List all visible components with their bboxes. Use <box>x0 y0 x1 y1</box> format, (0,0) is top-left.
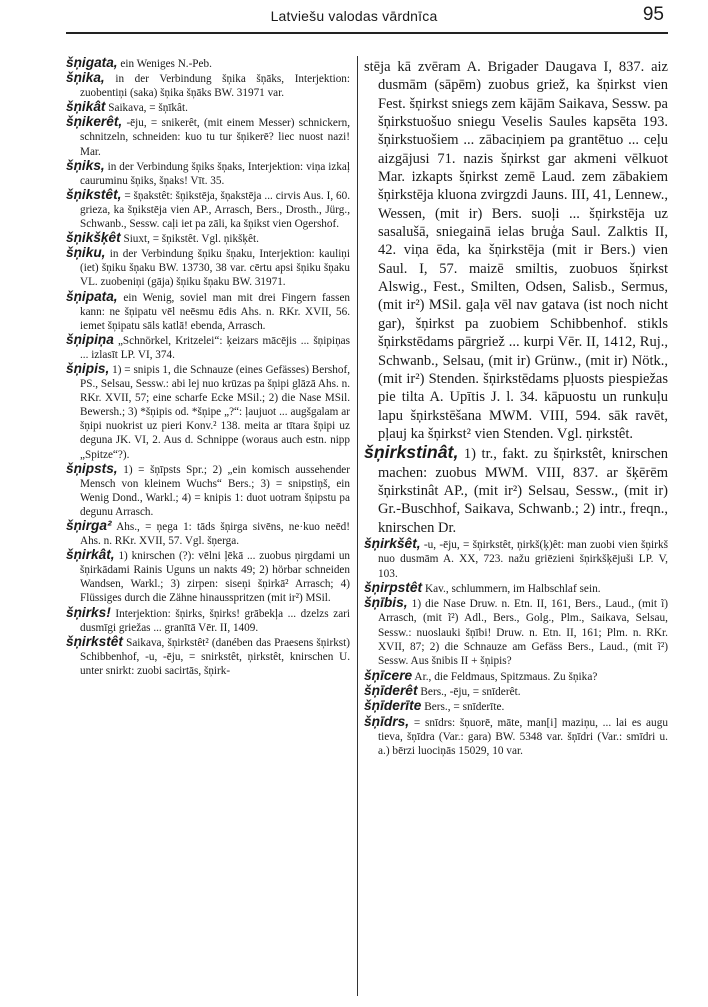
headword: šņirkšêt, <box>364 535 421 551</box>
headword: šņirkât, <box>66 547 115 563</box>
dictionary-entry <box>66 635 350 678</box>
entry-text: = šņakstêt: šņikstēja, šņakstēja ... cirvis Aus. I, 60. grieza, ka šņikstēja vien AP., Arrasch, Bers., Drosth., Jürg., Schwanb., Sessw. caļi iet pa zāli, ka šņikst vien Ogershof. <box>80 189 350 231</box>
dictionary-entry <box>66 56 350 71</box>
dictionary-entry <box>66 606 350 635</box>
headword: šņikstêt, <box>66 186 122 202</box>
entry-text: Interjektion: šņirks, šņirks! grābekļa ... dzelzs zari dusmīgi griežas ... granītā Vēr. II, 1409. <box>80 607 350 634</box>
headword: šņirpstêt <box>364 579 423 595</box>
headword: šņipata, <box>66 288 118 304</box>
dictionary-entry <box>66 246 350 289</box>
headword: šņīderêt <box>364 682 418 698</box>
entry-text: ein Wenig, soviel man mit drei Fingern fassen kann: ne šņipatu vēl neēsmu ēdis Ahs. n. RKr. XVII, 56. iemet šņipatu sāls katlā! ebenda, Arrasch. <box>80 291 350 332</box>
dictionary-entry <box>66 519 350 548</box>
entry-text: Ahs., = ņega 1: tāds šņirga sivēns, ne·kuo neēd! Ahs. n. RKr. XVII, 57. Vgl. šņerga. <box>80 521 350 548</box>
dictionary-entry <box>66 362 350 462</box>
dictionary-entry <box>364 596 668 668</box>
dictionary-entry <box>364 699 668 714</box>
page-number: 95 <box>642 4 664 25</box>
dictionary-entry-continued <box>364 56 668 443</box>
dictionary-entry <box>66 231 350 246</box>
headword: šņika, <box>66 70 105 86</box>
entry-text: „Schnörkel, Kritzelei“: ķeizars mācējis ... šņipiņas ... izlasīt LP. VI, 374. <box>80 334 350 361</box>
entry-text: -ēju, = snikerêt, (mit einem Messer) schnickern, schnitzeln, schneiden: kuo tu tur šņikerē? liec nuost nazi! Mar. <box>80 117 350 158</box>
entry-text: Kav., schlummern, im Halbschlaf sein. <box>424 582 601 595</box>
headword: šņipis, <box>66 360 110 376</box>
entry-text: Saikava, = šņīkât. <box>108 102 188 115</box>
dictionary-entry <box>364 684 668 699</box>
headword: šņiks, <box>66 157 105 173</box>
dictionary-entry <box>364 537 668 581</box>
dictionary-entry <box>66 71 350 100</box>
entry-text: ein Weniges N.-Peb. <box>120 58 212 70</box>
headword: šņikât <box>66 99 106 115</box>
entry-text: 1) tr., fakt. zu šņirkstêt, knirschen machen: zuobus MWM. VIII, 837. ar šķērēm šņirkstinât AP., (mit ir²) Selsau, Sessw., (mit ir) Gr.-Buschhof, Saikava, Schwanb.; 2) intr., freqn., knirschen Dr. <box>378 446 668 536</box>
headword: šņiku, <box>66 245 106 261</box>
header-rule <box>66 32 668 34</box>
headword: šņīcere <box>364 667 413 683</box>
headword: šņīderīte <box>364 698 422 714</box>
entry-text: Bers., -ēju, = snīderêt. <box>420 685 521 698</box>
entry-text: 1) = šņīpsts Spr.; 2) „ein komisch aussehender Mensch von kleinem Wuchs“ Bers.; 3) = snipstiņš, ein Wenig Dond., Warkl.; 4) = knipis 1: duot uotram šņipstu pa degunu Arrasch. <box>80 463 350 518</box>
entry-text: Siuxt, = šņikstêt. Vgl. ņikšķêt. <box>123 233 259 246</box>
entry-text: stēja kā zvēram A. Brigader Daugava I, 837. aiz dusmām (sāpēm) zuobus griež, ka šņirkst vien Fest. šņirkst sniegs zem kājām Saikava, Sessw. pa šņirkstuošuo sniegu Veselis Saules kapsēta 193. šņirkstuošiem ... zābaciņiem pa grantētuo ... ceļu aizgājusi 71. nazis šņirkst gar akmeni vēlkuot Mar. izkapts šņirkst zemē Laud. zem zābakiem šņirkstēja kluona zvirgzdi Jauns. III, 41, Lennew., Wessen, (mit ir) Bers. suoļi ... šņirkstēja uz sasalušā, sniegainā ielas bruģa Saul. Zalktis II, 42. viņa ēda, ka šņirkstēja (mit ir Bers.) vien Saul. I, 57. maizē smiltis, zuobuos šņirkst Alswig., Fest., Smilten, Odsen, Salisb., Sermus, (mit ir²) MSil. gaļa vēl nav gatava (ist noch nicht gar), šņirkst pa zuobiem Schibbenhof. stikls šņirkstēdams pārgriež ... kurpi Vēr. II, 1412, Ruj., Schwanb., Selsau, (mit ir) Grünw., (mit ir) Nötk., (mit ir²) Stenden. šņirkstēdams pļuosts piespiežas pie tilta A. Upītis J. l. 34. kāpuostu un runkuļu lapu šņirkstēšana MWM. VIII, 594. sāk ravēt, pļauj ka šņirkst² vien Stenden. Vgl. ņirkstêt. <box>364 59 668 442</box>
headword: šņikšķêt <box>66 230 121 246</box>
entry-text: in der Verbindung šņika šņāks, Interjektion: zuobentiņi (saka) šņika šņāks BW. 31971 var. <box>80 73 350 100</box>
entry-text: 1) = snipis 1, die Schnauze (eines Gefässes) Bershof, PS., Selsau, Sessw.: abi lej nuo krūzas pa šņipi glāzā Ahs. n. RKr. XVII, 57; eine scharfe Ecke MSil.; 2) die Nase MSil. Bewersh.; 3) *šņipis od. *šņipe „?“: ļaujuot ... augšgalam ar šņipi nuokrist uz pieri Konv.² 138. meita ar tītara šņipi uz deguna JK. VI, 2. Aus d. Schnippe (woraus auch estn. nipp „Spitze“?). <box>80 363 350 461</box>
entry-text: = snīdrs: šņuorē, māte, man[i] maziņu, ... lai es augu tieva, šņīdra (Var.: gara) BW. 5348 var. šņīdri (Var.: smīdri u. a.) bērzi luociņās 15029, 10 var. <box>378 716 668 758</box>
headword: šņikerêt, <box>66 114 123 130</box>
right-column <box>364 56 668 1001</box>
column-divider <box>357 56 358 996</box>
entry-text: 1) knirschen (?): vēlni ļēkā ... zuobus ņirgdami un šņirkādami Rainis Uguns un nakts 49; 2) hörbar schneiden Wandsen, Warkl.; 3) zirpen: siseņi šņirkā² Arrasch; 4) Flüssiges durch die Zähne hinausspritzen (mit ir²) MSil. <box>80 550 350 605</box>
headword: šņipsts, <box>66 460 118 476</box>
entry-text: Saikava, šņirkstêt² (danében das Praesens šņirkst) Schibbenhof, -u, -ēju, = snirkstêt, ņirkstêt, knirschen U. unter snirkt: zuobi sacirtās, šņirk- <box>80 636 350 677</box>
dictionary-entry <box>364 581 668 596</box>
left-column <box>66 56 350 1001</box>
headword: šņipiņa <box>66 331 114 347</box>
headword: šņībis, <box>364 595 408 611</box>
dictionary-entry <box>66 462 350 519</box>
dictionary-entry <box>364 669 668 684</box>
headword: šņirkstêt <box>66 633 123 649</box>
headword: šņīdrs, <box>364 713 410 729</box>
headword: šņirks! <box>66 604 111 620</box>
dictionary-entry <box>66 115 350 158</box>
headword: šņirkstinât, <box>364 442 459 463</box>
entry-text: 1) die Nase Druw. n. Etn. II, 161, Bers., Laud., (mit ĩ) Arrasch, (mit ĩ²) Adl., Bers., Golg., Plm., Saikava, Selsau, Sessw.: nuoslauki šņībi! Druw. n. Etn. II, 161; Plm. n. RKr. XVII, 87; 2) die Schnauze am Gefäss Bers., Laud., (mit ĩ²) Sessw. Aus šnibis II + šņipis? <box>378 598 668 668</box>
dictionary-entry <box>66 333 350 362</box>
entry-text: Ar., die Feldmaus, Spitzmaus. Zu šņika? <box>414 670 598 683</box>
dictionary-entry <box>66 159 350 188</box>
running-title: Latviešu valodas vārdnīca <box>270 8 438 24</box>
headword: šņigata, <box>66 56 118 70</box>
entry-text: Bers., = snīderīte. <box>424 701 505 714</box>
dictionary-entry <box>364 443 668 537</box>
dictionary-entry <box>66 548 350 605</box>
entry-text: in der Verbindung šņiku šņaku, Interjektion: kauliņi (iet) šņiku šņaku BW. 13730, 38 var. cērtu apsi šņiku šņaku VL. zuobeniņi (gāja) šņiku šņaku BW. 31971. <box>80 248 350 289</box>
dictionary-entry <box>66 100 350 115</box>
entry-text: in der Verbindung šņiks šņaks, Interjektion: viņa izkaļ cauruminu šņiks, šņaks! Vīt. 35. <box>80 160 350 187</box>
dictionary-entry <box>66 290 350 333</box>
headword: šņirga² <box>66 518 112 533</box>
entry-text: -u, -ēju, = šņirkstêt, ņirkš(ķ)êt: man zuobi vien šņirkš nuo dusmām A. XX, 723. nažu griēzieni šņirkšķējuši LP. V, 103. <box>378 538 668 580</box>
dictionary-entry <box>364 715 668 759</box>
dictionary-entry <box>66 188 350 231</box>
